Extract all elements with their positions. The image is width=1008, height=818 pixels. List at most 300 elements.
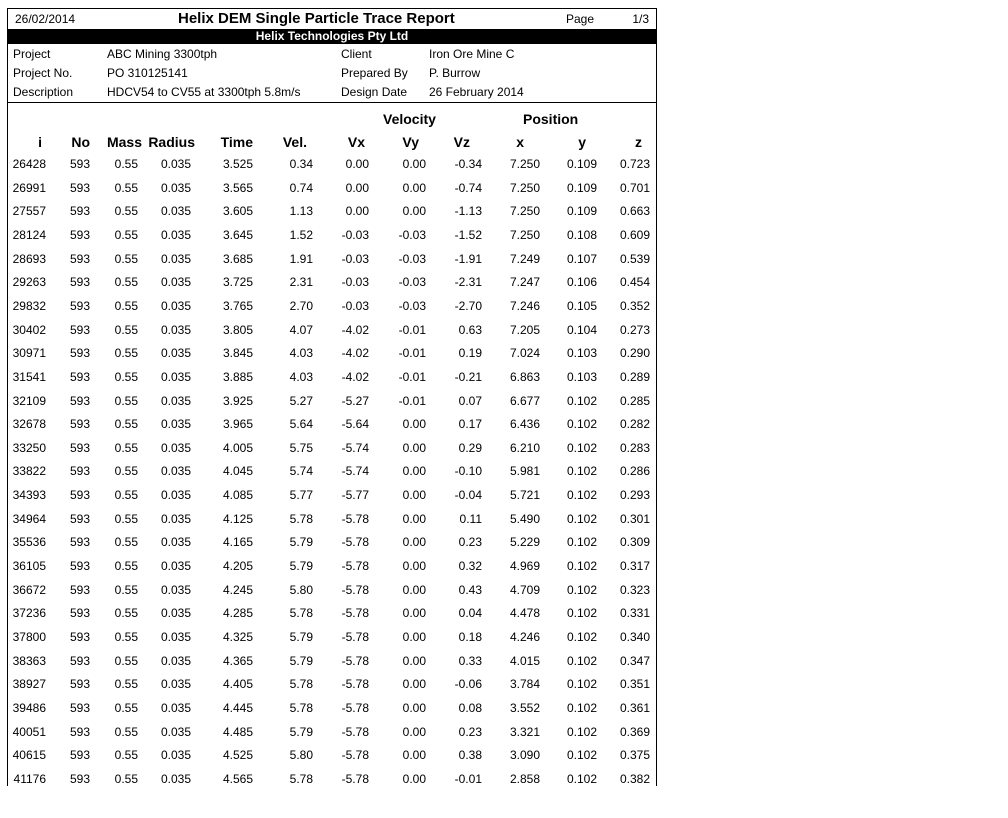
cell-i: 29832 (12, 298, 46, 313)
cell-vz: 0.08 (458, 700, 482, 715)
cell-y: 0.102 (566, 417, 597, 432)
cell-vx: -0.03 (341, 251, 369, 266)
cell-y: 0.102 (566, 606, 597, 621)
table-row (8, 417, 656, 441)
cell-i: 34393 (12, 488, 46, 503)
cell-vel: 5.77 (289, 488, 313, 503)
top-rule (8, 8, 656, 9)
cell-y: 0.109 (566, 180, 597, 195)
cell-vz: -1.52 (454, 227, 482, 242)
cell-i: 28693 (12, 251, 46, 266)
cell-vz: -0.34 (454, 157, 482, 171)
cell-vel: 5.78 (289, 700, 313, 715)
table-row (8, 583, 656, 607)
cell-no: 593 (69, 346, 90, 361)
cell-radius: 0.035 (160, 488, 191, 503)
cell-vy: 0.00 (402, 677, 426, 692)
cell-time: 4.405 (222, 677, 253, 692)
cell-i: 33250 (12, 440, 46, 455)
cell-vx: -5.74 (341, 464, 369, 479)
column-header-no: No (71, 134, 90, 150)
cell-vel: 5.79 (289, 630, 313, 644)
cell-vx: -5.78 (341, 582, 369, 597)
cell-vy: -0.01 (398, 346, 426, 361)
cell-time: 3.965 (222, 417, 253, 432)
cell-vy: 0.00 (402, 606, 426, 621)
table-row (8, 299, 656, 323)
column-header-radius: Radius (148, 134, 195, 150)
cell-vz: 0.04 (458, 606, 482, 621)
report-date: 26/02/2014 (15, 12, 76, 26)
cell-vel: 1.91 (289, 251, 313, 266)
cell-vx: -5.77 (341, 488, 369, 503)
cell-time: 3.845 (222, 346, 253, 361)
cell-i: 29263 (12, 275, 46, 290)
cell-vx: -5.78 (341, 724, 369, 739)
cell-x: 4.246 (509, 630, 540, 644)
cell-z: 0.723 (619, 157, 650, 171)
table-row (8, 157, 656, 181)
cell-z: 0.539 (619, 251, 650, 266)
cell-no: 593 (69, 700, 90, 715)
cell-i: 38363 (12, 653, 46, 668)
cell-vz: 0.32 (458, 559, 482, 574)
cell-radius: 0.035 (160, 653, 191, 668)
column-header-mass: Mass (106, 134, 142, 150)
cell-vz: -0.21 (454, 369, 482, 384)
cell-vx: -5.78 (341, 559, 369, 574)
cell-mass: 0.55 (114, 653, 138, 668)
cell-y: 0.103 (566, 369, 597, 384)
cell-vx: -5.78 (341, 748, 369, 763)
cell-time: 4.325 (222, 630, 253, 644)
cell-z: 0.317 (619, 559, 650, 574)
cell-vel: 2.31 (289, 275, 313, 290)
cell-vz: -2.70 (454, 298, 482, 313)
cell-mass: 0.55 (114, 298, 138, 313)
cell-no: 593 (69, 677, 90, 692)
cell-y: 0.102 (566, 677, 597, 692)
cell-mass: 0.55 (114, 417, 138, 432)
cell-vz: 0.11 (459, 511, 482, 526)
table-row (8, 725, 656, 749)
cell-vy: 0.00 (402, 748, 426, 763)
cell-vx: -5.78 (341, 653, 369, 668)
cell-vx: -5.78 (341, 630, 369, 644)
cell-vel: 0.74 (289, 180, 313, 195)
cell-mass: 0.55 (114, 204, 138, 219)
table-row (8, 535, 656, 559)
cell-vx: -5.78 (341, 700, 369, 715)
cell-vz: 0.43 (458, 582, 482, 597)
cell-no: 593 (69, 157, 90, 171)
cell-vx: -4.02 (341, 322, 369, 337)
cell-time: 4.445 (222, 700, 253, 715)
cell-radius: 0.035 (160, 700, 191, 715)
cell-x: 3.784 (509, 677, 540, 692)
cell-x: 7.250 (509, 180, 540, 195)
design-date-label: Design Date (341, 85, 408, 99)
cell-vel: 0.34 (289, 157, 313, 171)
cell-z: 0.301 (619, 511, 650, 526)
cell-no: 593 (69, 724, 90, 739)
cell-y: 0.105 (566, 298, 597, 313)
cell-vy: -0.03 (398, 251, 426, 266)
table-row (8, 488, 656, 512)
cell-i: 36105 (12, 559, 46, 574)
cell-vy: 0.00 (402, 204, 426, 219)
client-value: Iron Ore Mine C (429, 47, 515, 61)
cell-i: 26991 (12, 180, 46, 195)
cell-i: 40615 (12, 748, 46, 763)
cell-mass: 0.55 (114, 511, 138, 526)
cell-i: 37800 (12, 630, 46, 644)
cell-no: 593 (69, 630, 90, 644)
cell-vx: -5.78 (341, 535, 369, 550)
cell-radius: 0.035 (160, 748, 191, 763)
cell-radius: 0.035 (160, 180, 191, 195)
table-row (8, 228, 656, 252)
cell-i: 36672 (12, 582, 46, 597)
cell-no: 593 (69, 393, 90, 408)
cell-mass: 0.55 (114, 157, 138, 171)
table-row (8, 512, 656, 536)
table-column-headers (8, 134, 656, 152)
cell-vz: -2.31 (454, 275, 482, 290)
cell-radius: 0.035 (160, 417, 191, 432)
cell-y: 0.102 (566, 488, 597, 503)
cell-y: 0.102 (566, 559, 597, 574)
prepared-by-label: Prepared By (341, 66, 408, 80)
cell-vz: 0.07 (458, 393, 482, 408)
cell-vy: -0.03 (398, 227, 426, 242)
cell-time: 4.285 (222, 606, 253, 621)
cell-vx: -5.74 (341, 440, 369, 455)
cell-x: 2.858 (509, 771, 540, 786)
column-header-vz: Vz (453, 134, 470, 150)
cell-vx: -4.02 (341, 346, 369, 361)
cell-time: 4.205 (222, 559, 253, 574)
cell-mass: 0.55 (114, 535, 138, 550)
prepared-by-value: P. Burrow (429, 66, 481, 80)
cell-radius: 0.035 (160, 464, 191, 479)
cell-z: 0.347 (619, 653, 650, 668)
table-row (8, 559, 656, 583)
cell-mass: 0.55 (114, 346, 138, 361)
column-header-y: y (578, 134, 586, 150)
cell-z: 0.289 (619, 369, 650, 384)
cell-x: 7.250 (509, 157, 540, 171)
cell-y: 0.104 (566, 322, 597, 337)
cell-z: 0.331 (619, 606, 650, 621)
cell-mass: 0.55 (114, 251, 138, 266)
cell-y: 0.109 (566, 204, 597, 219)
cell-i: 30402 (12, 322, 46, 337)
cell-vx: 0.00 (345, 180, 369, 195)
table-row (8, 772, 656, 786)
cell-radius: 0.035 (160, 630, 191, 644)
column-header-x: x (516, 134, 524, 150)
cell-z: 0.361 (619, 700, 650, 715)
cell-radius: 0.035 (160, 369, 191, 384)
cell-vy: 0.00 (402, 511, 426, 526)
cell-vx: 0.00 (345, 157, 369, 171)
cell-vz: 0.17 (458, 417, 482, 432)
cell-radius: 0.035 (160, 157, 191, 171)
cell-vy: 0.00 (402, 157, 426, 171)
cell-no: 593 (69, 369, 90, 384)
cell-vy: -0.01 (398, 369, 426, 384)
project-value: ABC Mining 3300tph (107, 47, 218, 61)
cell-z: 0.369 (619, 724, 650, 739)
cell-mass: 0.55 (114, 559, 138, 574)
cell-i: 26428 (12, 157, 46, 171)
cell-radius: 0.035 (160, 275, 191, 290)
cell-i: 34964 (12, 511, 46, 526)
table-row (8, 464, 656, 488)
cell-time: 4.245 (222, 582, 253, 597)
cell-vz: -0.06 (454, 677, 482, 692)
cell-vel: 5.79 (289, 724, 313, 739)
cell-no: 593 (69, 606, 90, 621)
cell-radius: 0.035 (160, 582, 191, 597)
cell-vy: 0.00 (402, 417, 426, 432)
cell-mass: 0.55 (114, 393, 138, 408)
cell-y: 0.102 (566, 535, 597, 550)
cell-mass: 0.55 (114, 488, 138, 503)
cell-z: 0.285 (619, 393, 650, 408)
cell-i: 31541 (12, 369, 46, 384)
cell-no: 593 (69, 582, 90, 597)
table-row (8, 394, 656, 418)
cell-x: 7.250 (509, 204, 540, 219)
report-title: Helix DEM Single Particle Trace Report (178, 10, 455, 27)
cell-vz: -0.74 (454, 180, 482, 195)
cell-no: 593 (69, 298, 90, 313)
cell-no: 593 (69, 322, 90, 337)
cell-vz: -0.01 (454, 771, 482, 786)
cell-vz: 0.29 (458, 440, 482, 455)
cell-vy: 0.00 (402, 559, 426, 574)
cell-mass: 0.55 (114, 440, 138, 455)
cell-time: 3.725 (222, 275, 253, 290)
cell-vel: 5.27 (289, 393, 313, 408)
cell-time: 4.365 (222, 653, 253, 668)
cell-vx: -0.03 (341, 275, 369, 290)
cell-vx: 0.00 (345, 204, 369, 219)
cell-vel: 5.78 (289, 606, 313, 621)
cell-no: 593 (69, 440, 90, 455)
cell-vel: 5.78 (289, 771, 313, 786)
cell-z: 0.283 (619, 440, 650, 455)
cell-mass: 0.55 (114, 322, 138, 337)
cell-z: 0.309 (619, 535, 650, 550)
cell-y: 0.102 (566, 724, 597, 739)
cell-vz: 0.33 (458, 653, 482, 668)
cell-vel: 4.07 (289, 322, 313, 337)
cell-z: 0.382 (619, 771, 650, 786)
cell-radius: 0.035 (160, 559, 191, 574)
cell-y: 0.102 (566, 630, 597, 644)
description-value: HDCV54 to CV55 at 3300tph 5.8m/s (107, 85, 301, 99)
cell-vz: -1.13 (454, 204, 482, 219)
cell-i: 35536 (12, 535, 46, 550)
table-row (8, 370, 656, 394)
cell-x: 5.490 (509, 511, 540, 526)
cell-z: 0.290 (619, 346, 650, 361)
cell-no: 593 (69, 653, 90, 668)
table-row (8, 204, 656, 228)
cell-z: 0.454 (619, 275, 650, 290)
table-row (8, 701, 656, 725)
design-date-value: 26 February 2014 (429, 85, 524, 99)
cell-time: 3.605 (222, 204, 253, 219)
cell-vy: -0.03 (398, 275, 426, 290)
column-header-time: Time (220, 134, 253, 150)
cell-vy: 0.00 (402, 488, 426, 503)
cell-x: 6.863 (509, 369, 540, 384)
cell-vy: -0.03 (398, 298, 426, 313)
cell-vx: -0.03 (341, 298, 369, 313)
table-row (8, 606, 656, 630)
cell-mass: 0.55 (114, 180, 138, 195)
cell-i: 32678 (12, 417, 46, 432)
velocity-group-header: Velocity (383, 111, 436, 127)
cell-x: 5.229 (509, 535, 540, 550)
page-label: Page (566, 12, 595, 26)
cell-no: 593 (69, 275, 90, 290)
cell-vy: 0.00 (402, 464, 426, 479)
cell-radius: 0.035 (160, 204, 191, 219)
cell-i: 37236 (12, 606, 46, 621)
cell-x: 4.709 (509, 582, 540, 597)
cell-time: 4.525 (222, 748, 253, 763)
table-row (8, 630, 656, 654)
cell-vy: 0.00 (402, 535, 426, 550)
cell-vel: 5.79 (289, 559, 313, 574)
cell-vy: 0.00 (402, 180, 426, 195)
cell-x: 5.721 (509, 488, 540, 503)
cell-vz: -0.10 (454, 464, 482, 479)
cell-z: 0.286 (619, 464, 650, 479)
cell-no: 593 (69, 417, 90, 432)
cell-i: 33822 (12, 464, 46, 479)
cell-y: 0.102 (566, 511, 597, 526)
cell-no: 593 (69, 180, 90, 195)
cell-vx: -5.78 (341, 771, 369, 786)
cell-no: 593 (69, 251, 90, 266)
table-row (8, 181, 656, 205)
cell-mass: 0.55 (114, 582, 138, 597)
cell-y: 0.102 (566, 748, 597, 763)
cell-i: 32109 (12, 393, 46, 408)
cell-radius: 0.035 (160, 393, 191, 408)
cell-mass: 0.55 (114, 464, 138, 479)
cell-x: 7.024 (509, 346, 540, 361)
cell-time: 4.085 (222, 488, 253, 503)
cell-time: 4.125 (222, 511, 253, 526)
cell-x: 4.969 (509, 559, 540, 574)
cell-vel: 5.64 (289, 417, 313, 432)
cell-z: 0.663 (619, 204, 650, 219)
cell-x: 7.247 (509, 275, 540, 290)
cell-vx: -5.78 (341, 511, 369, 526)
cell-z: 0.282 (619, 417, 650, 432)
cell-y: 0.103 (566, 346, 597, 361)
cell-x: 6.677 (509, 393, 540, 408)
table-row (8, 441, 656, 465)
cell-no: 593 (69, 511, 90, 526)
cell-time: 4.565 (222, 771, 253, 786)
cell-vy: 0.00 (402, 724, 426, 739)
cell-time: 3.765 (222, 298, 253, 313)
cell-no: 593 (69, 771, 90, 786)
cell-x: 7.250 (509, 227, 540, 242)
cell-radius: 0.035 (160, 346, 191, 361)
cell-vel: 5.80 (289, 582, 313, 597)
cell-time: 4.045 (222, 464, 253, 479)
cell-z: 0.273 (619, 322, 650, 337)
cell-vel: 5.78 (289, 511, 313, 526)
cell-vz: 0.38 (458, 748, 482, 763)
cell-time: 3.525 (222, 157, 253, 171)
cell-mass: 0.55 (114, 700, 138, 715)
cell-radius: 0.035 (160, 724, 191, 739)
cell-mass: 0.55 (114, 771, 138, 786)
cell-vx: -5.78 (341, 677, 369, 692)
cell-vel: 5.80 (289, 748, 313, 763)
cell-vel: 1.52 (289, 227, 313, 242)
cell-i: 30971 (12, 346, 46, 361)
cell-vel: 2.70 (289, 298, 313, 313)
cell-time: 4.005 (222, 440, 253, 455)
cell-radius: 0.035 (160, 511, 191, 526)
cell-vel: 1.13 (289, 204, 313, 219)
cell-radius: 0.035 (160, 322, 191, 337)
cell-x: 5.981 (509, 464, 540, 479)
cell-vx: -4.02 (341, 369, 369, 384)
cell-no: 593 (69, 559, 90, 574)
cell-time: 4.485 (222, 724, 253, 739)
cell-no: 593 (69, 488, 90, 503)
description-label: Description (13, 85, 74, 99)
table-row (8, 323, 656, 347)
cell-i: 38927 (12, 677, 46, 692)
cell-vy: -0.01 (398, 393, 426, 408)
cell-time: 3.805 (222, 322, 253, 337)
cell-y: 0.109 (566, 157, 597, 171)
cell-mass: 0.55 (114, 630, 138, 644)
cell-z: 0.323 (619, 582, 650, 597)
cell-z: 0.701 (619, 180, 650, 195)
cell-vz: 0.23 (458, 535, 482, 550)
cell-mass: 0.55 (114, 606, 138, 621)
cell-vy: 0.00 (402, 582, 426, 597)
table-row (8, 654, 656, 678)
cell-no: 593 (69, 204, 90, 219)
table-row (8, 275, 656, 299)
cell-y: 0.102 (566, 700, 597, 715)
cell-no: 593 (69, 464, 90, 479)
column-header-vx: Vx (347, 134, 365, 150)
project-info (8, 45, 656, 103)
table-row (8, 748, 656, 772)
cell-vel: 4.03 (289, 369, 313, 384)
table-row (8, 677, 656, 701)
cell-vz: -0.04 (454, 488, 482, 503)
cell-vz: 0.18 (458, 630, 482, 644)
cell-y: 0.102 (566, 393, 597, 408)
